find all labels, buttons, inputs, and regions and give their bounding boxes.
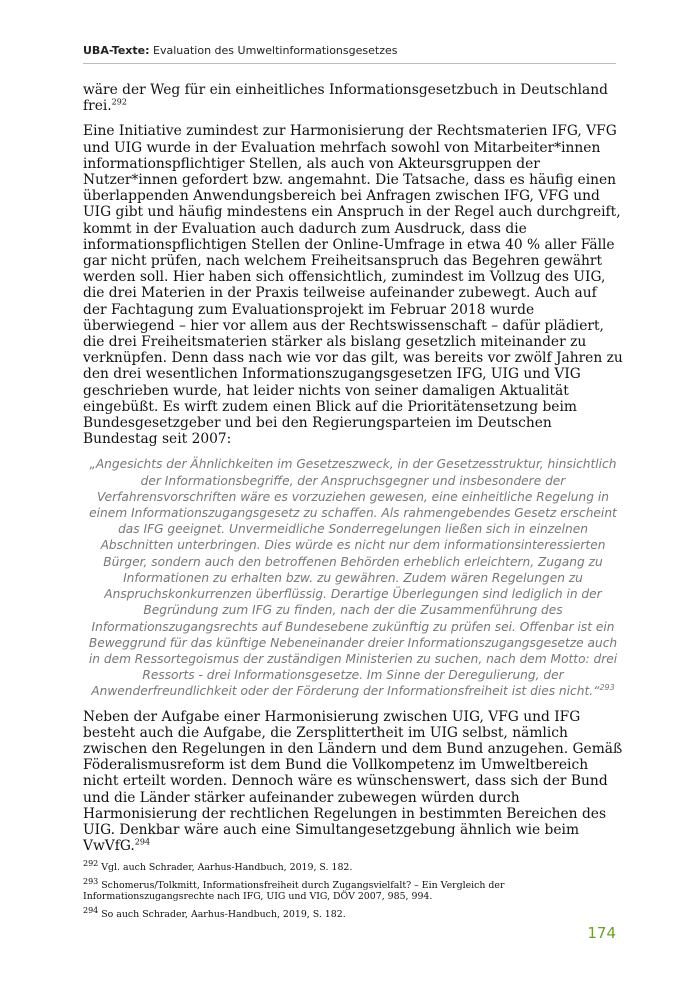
- footnote-ref-294[interactable]: 294: [134, 837, 151, 847]
- block-quote: „Angesichts der Ähnlichkeiten im Gesetzeszweck, in der Gesetzesstruktur, hinsichtlich der Informationsbegriffe, der Anspruchsgegner und insbesondere der Verfahrensvorschriften wäre es vorzuziehen gewesen, eine einheitliche Regelung in einem Informationszugangsgesetz zu schaffen. Als rahmengebendes Gesetz erscheint das IFG geeignet. Unvermeidliche Sonderregelungen ließen sich in einzelnen Abschnitten unterbringen. Dies würde es nicht nur dem informationsinteressierten Bürger, sondern auch den betroffenen Behörden erheblich erleichtern, Zugang zu Informationen zu erhalten bzw. zu gewähren. Zudem wären Regelungen zu Anspruchskonkurrenzen überflüssig. Derartige Überlegungen sind lediglich in der Begründung zum IFG zu finden, nach der die Zusammenführung des Informationszugangsrechts auf Bundesebene zukünftig zu prüfen sei. Offenbar ist ein Beweggrund für das künftige Nebeneinander dreier Informationszugangsgesetze auch in dem Ressortegoismus der zuständigen Ministerien zu suchen, nach dem Motto: drei Ressorts - drei Informationsgesetze. Im Sinne der Deregulierung, der Anwenderfreundlichkeit oder der Förderung der Informationsfreiheit ist dies nicht.“$^{293}$: [88, 457, 618, 699]
- footnote-292: $^{292}$ Vgl. auch Schrader, Aarhus-Handbuch, 2019, S. 182.: [83, 858, 353, 873]
- header-series: UBA-Texte:: [83, 44, 150, 57]
- footnote-ref-292[interactable]: 292: [111, 97, 127, 107]
- paragraph-1: wäre der Weg für ein einheitliches Informationsgesetzbuch in Deutschland frei.$^{292}$: [83, 82, 609, 115]
- main-text: [83, 82, 623, 863]
- paragraph-2: Eine Initiative zumindest zur Harmonisierung der Rechtsmaterien IFG, VFG und UIG wurde in der Evaluation mehrfach sowohl von Mitarbeiter*innen informationspflichtiger Stellen, als auch von Akteursgruppen der Nutzer*innen gefordert bzw. angemahnt. Die Tatsache, dass es häufig einen überlappenden Anwendungsbereich bei Anfragen zwischen IFG, VFG und UIG gibt und häufig mindestens ein Anspruch in der Regel auch durchgreift, kommt in der Evaluation auch dadurch zum Ausdruck, dass die informationspflichtigen Stellen der Online-Umfrage in etwa 40 % aller Fälle gar nicht prüfen, nach welchem Freiheitsanspruch das Begehren gewährt werden soll. Hier haben sich offensichtlich, zumindest im Vollzug des UIG, die drei Materien in der Praxis teilweise aufeinander zubewegt. Auch auf der Fachtagung zum Evaluationsprojekt im Februar 2018 wurde überwiegend – hier vor allem aus der Rechtswissenschaft – dafür plädiert, die drei Freiheitsmaterien stärker als bislang gesetzlich miteinander zu verknüpfen. Denn dass nach wie vor das gilt, was bereits vor zwölf Jahren zu den drei wesentlichen Informationszugangsgesetzen IFG, UIG und VIG geschrieben wurde, hat leider nichts von seiner damaligen Aktualität eingebüßt. Es wirft zudem einen Blick auf die Prioritätensetzung beim Bundesgesetzgeber und bei den Regierungsparteien im Deutschen Bundestag seit 2007:: [83, 123, 623, 448]
- running-header: [83, 44, 616, 64]
- footnote-ref-293[interactable]: 293: [599, 683, 615, 693]
- paragraph-3: Neben der Aufgabe einer Harmonisierung zwischen UIG, VFG und IFG besteht auch die Aufgabe, die Zersplittertheit im UIG selbst, nämlich zwischen den Regelungen in den Ländern und dem Bund anzugehen. Gemäß Föderalismusreform ist dem Bund die Vollkompetenz im Umweltbereich nicht erteilt worden. Dennoch wäre es wünschenswert, dass sich der Bund und die Länder stärker aufeinander zubewegen würden durch Harmonisierung der rechtlichen Regelungen in bestimmten Bereichen des UIG. Denkbar wäre auch eine Simultangesetzgebung ähnlich wie beim VwVfG.$^{294}$: [83, 708, 623, 855]
- footnotes: [83, 858, 616, 926]
- footnote-294: $^{294}$ So auch Schrader, Aarhus-Handbuch, 2019, S. 182.: [83, 905, 346, 920]
- header-title: Evaluation des Umweltinformationsgesetzes: [153, 44, 398, 57]
- page-number: 174: [587, 924, 616, 942]
- footnote-293: $^{293}$ Schomerus/Tolkmitt, Informationsfreiheit durch Zugangsvielfalt? – Ein Vergleich der Informationszugangsrechte nach IFG, UIG und VIG, DÖV 2007, 985, 994.: [83, 876, 505, 902]
